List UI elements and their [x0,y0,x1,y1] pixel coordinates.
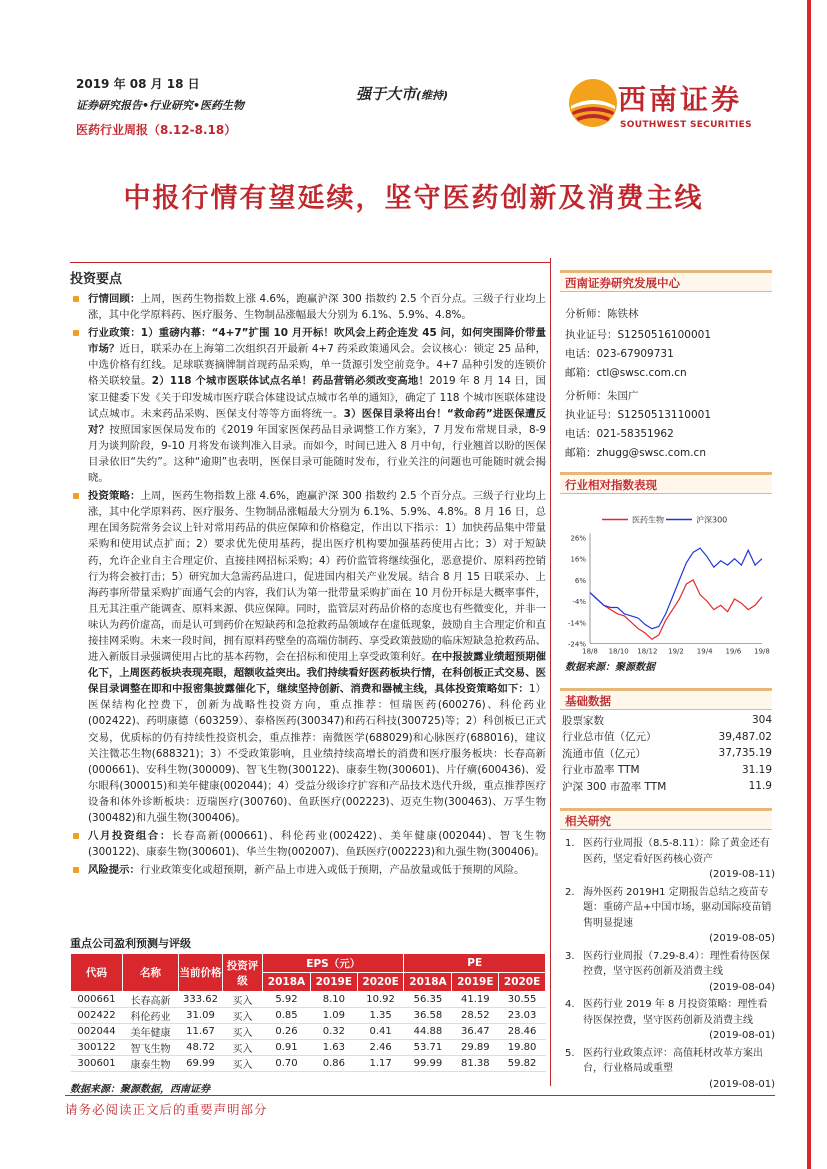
table-cell: 0.70 [263,1056,311,1072]
related-item-title: 医药行业 2019 年 8 月投资策略：理性看待医保控费，坚守医药创新及消费主线 [583,999,768,1026]
col-year: 2020E [357,973,404,992]
table-cell: 2.46 [357,1040,404,1056]
analyst-phone: 电话：023-67909731 [565,348,674,360]
related-item-number: 4. [565,999,575,1010]
table-cell: 0.32 [310,1024,357,1040]
table-cell: 19.80 [499,1040,546,1056]
relative-index-chart [558,495,772,680]
table-cell: 000661 [71,992,123,1008]
table-cell: 买入 [223,1040,263,1056]
section-heading: 投资要点 [70,272,123,287]
basic-data-label: 股票家数 [562,714,604,727]
analyst-name: 分析师：陈铁林 [565,308,639,320]
table-cell: 买入 [223,1024,263,1040]
table-cell: 56.35 [404,992,452,1008]
table-cell: 41.19 [452,992,499,1008]
related-item[interactable] [565,836,775,883]
forecast-table [70,953,546,1072]
table-cell: 美年健康 [123,1024,179,1040]
basic-data-heading: 基础数据 [560,688,772,710]
basic-data-value: 11.9 [748,780,772,793]
table-cell: 23.03 [499,1008,546,1024]
report-week: 医药行业周报（8.12-8.18） [76,123,237,137]
basic-data-row [562,778,772,795]
bullet-portfolio: 八月投资组合：长春高新(000661)、科伦药业(002422)、美年健康(002044)、智飞生物(300122)、康泰生物(300601)、华兰生物(002007)、鱼跃医疗(002223)和九强生物(300406)。 [70,828,546,860]
bullet-market-review: 行情回顾：上周，医药生物指数上涨 4.6%，跑赢沪深 300 指数约 2.5 个百分点。三级子行业均上涨，其中化学原料药、医疗服务、生物制品涨幅最大分别为 6.1%、5.9%、4.8%。 [70,291,546,323]
related-item[interactable] [565,949,775,996]
related-item-date: (2019-08-04) [709,981,775,993]
basic-data-label: 流通市值（亿元） [562,747,646,760]
footer-divider [65,1095,775,1096]
basic-data-value: 39,487.02 [718,730,772,743]
table-cell: 28.52 [452,1008,499,1024]
related-item-title: 医药行业周报（7.29-8.4）：理性看待医保控费，坚守医药创新及消费主线 [583,950,770,977]
table-row [71,1008,546,1024]
table-cell: 30.55 [499,992,546,1008]
y-tick-label: -14% [567,619,586,628]
x-tick-label: 18/10 [608,647,629,656]
related-item-date: (2019-08-11) [709,869,775,880]
x-tick-label: 18/8 [582,647,598,656]
table-cell: 002422 [71,1008,123,1024]
report-title: 中报行情有望延续，坚守医药创新及消费主线 [123,183,704,214]
table-row [71,992,546,1008]
table-cell: 31.09 [179,1008,223,1024]
col-name: 名称 [123,954,179,992]
legend-label: 医药生物 [632,515,664,525]
y-tick-label: 26% [570,534,586,543]
table-cell: 44.88 [404,1024,452,1040]
x-tick-label: 19/8 [754,647,770,656]
industry-rating: 强于大市(维持) [356,85,449,103]
col-price: 当前价格 [179,954,223,992]
col-year: 2018A [404,973,452,992]
related-item[interactable] [565,997,775,1044]
col-year: 2019E [310,973,357,992]
analyst-email: 邮箱：zhugg@swsc.com.cn [565,447,706,459]
basic-data-row [562,745,772,762]
table-cell: 53.71 [404,1040,452,1056]
chart-source: 数据来源：聚源数据 [565,662,655,673]
table-row [71,1040,546,1056]
related-item-title: 医药行业政策点评：高值耗材改革方案出台，行业格局或重塑 [583,1047,763,1074]
report-category: 证券研究报告•行业研究•医药生物 [76,99,245,112]
basic-data-value: 304 [751,714,772,727]
table-cell: 300601 [71,1056,123,1072]
related-item-date: (2019-08-01) [709,1078,775,1090]
related-item-date: (2019-08-01) [709,1030,775,1041]
bullet-risk: 风险提示：行业政策变化或超预期，新产品上市进入或低于预期，产品放量或低于预期的风险。 [70,862,546,878]
table-cell: 买入 [223,1008,263,1024]
table-cell: 0.26 [263,1024,311,1040]
table-cell: 8.10 [310,992,357,1008]
related-item-title: 海外医药 2019H1 定期报告总结之疫苗专题：重磅产品+中国市场，驱动国际疫苗销售明显提速 [583,886,772,929]
table-cell: 智飞生物 [123,1040,179,1056]
company-logo-icon [568,72,618,134]
table-cell: 002044 [71,1024,123,1040]
basic-data-value: 37,735.19 [718,747,772,760]
basic-data-row [562,712,772,729]
column-divider [550,258,551,1086]
table-cell: 0.41 [357,1024,404,1040]
col-year: 2020E [499,973,546,992]
table-cell: 康泰生物 [123,1056,179,1072]
bullet-policy: 行业政策：1）重磅内幕：“4+7”扩围 10 月开标！吹风会上药企连发 45 问，如何突围降价带量市场？近日，联采办在上海第二次组织召开最新 4+7 药采政策通风会。会议核心：锁定 25 品种，中选价格有红线。足球联赛摘牌制首现药品采购，单一货源引发空前竞争。4+7 品种引发的连锁价格关联较量。2）118 个城市医联体试点名单！药品营销必须改变高地！2019 年 8 月 14 日，国家卫健委下发《关于印发城市医疗联合体建设试点城市名单的通知》，确定了 118 个城市医联体建设试点城市。未来药品采购、医保支付等等方面将统一。3）医保目录将出台！“救命药”进医保遭反对？按照国家医保局发布的《2019 年国家医保药品目录调整工作方案》，7 月发布常规目录，8-9 月为谈判阶段，9-10 月将发布谈判准入目录。而如今，时间已进入 8 月中旬，行业翘首以盼的医保目录依旧“失约”。这种“逾期”也表明，医保目录可能随时发布，行业关注的问题也可能随时就会揭晓。 [70,325,546,486]
table-cell: 36.58 [404,1008,452,1024]
table-cell: 36.47 [452,1024,499,1040]
x-tick-label: 19/6 [725,647,742,656]
divider [70,262,550,263]
table-cell: 科伦药业 [123,1008,179,1024]
legend-label: 沪深300 [696,515,728,525]
report-date: 2019 年 08 月 18 日 [76,77,200,91]
col-year: 2018A [263,973,311,992]
table-cell: 69.99 [179,1056,223,1072]
table-source: 数据来源：聚源数据，西南证券 [70,1084,210,1095]
y-tick-label: -4% [572,598,586,607]
table-row [71,1024,546,1040]
col-rating: 投资评级 [223,954,263,992]
related-item-title: 医药行业周报（8.5-8.11）：除了黄金还有医药，坚定看好医药核心资产 [583,838,770,865]
table-cell: 59.82 [499,1056,546,1072]
y-tick-label: -24% [567,640,586,649]
col-pe: PE [404,954,546,973]
table-cell: 0.91 [263,1040,311,1056]
table-cell: 28.46 [499,1024,546,1040]
series-line [590,548,762,629]
table-cell: 1.35 [357,1008,404,1024]
research-center-heading: 西南证券研究发展中心 [560,270,772,292]
basic-data-label: 行业市盈率 TTM [562,764,640,777]
basic-data-row [562,762,772,779]
table-cell: 99.99 [404,1056,452,1072]
analyst-cert: 执业证号：S1250513110001 [565,409,712,421]
key-points [70,291,546,880]
col-year: 2019E [452,973,499,992]
related-item-date: (2019-08-05) [709,933,775,944]
table-cell: 1.09 [310,1008,357,1024]
analyst-name: 分析师：朱国广 [565,390,639,402]
table-cell: 81.38 [452,1056,499,1072]
bullet-strategy: 投资策略：上周，医药生物指数上涨 4.6%，跑赢沪深 300 指数约 2.5 个百分点。三级子行业均上涨，其中化学原料药、医疗服务、生物制品涨幅最大分别为 6.1%、5.9%、4.8%。8 月 16 日，总理在国务院常务会议上针对常用药品的供应保障和价格稳定，作出以下指示：1）加快药品集中带量采购和使用试点扩面；2）要求优先使用基药，提出医疗机构要加强基药使用占比；3）对于短缺药，允许企业自主合理定价、直接挂网招标采购；4）药价监管将继续强化，恶意提价、原料药控销行为将会被打击；5）研究加大急需药品进口，促进国内相关产业发展。结合 8 月 15 日联采办、上海药事所带量采购扩面通气会的内容，我们认为第一批带量采购扩面在 10 月份开标是大概率事件，且无其注重产能调查、原料来源、供应保障。同时，监管层对药品价格的态度也有些微变化，并非一味认为药价虚高，而是认可到药价在短缺药和急抢救药品领域存在虚低现象，鼓励自主合理定价和直接挂网采购。未来一段时间，拥有原料药壁垒的高端仿制药、享受政策鼓励的临床短缺急抢救药品、进入新版目录强调使用占比的基本药物，会在招标和使用上享受政策利好。在中报披露业绩超预期催化下，上周医药板块表现亮眼，超额收益突出。我们持续看好医药板块行情，在科创板正式交易、医保目录调整在即和中报密集披露催化下，继续坚持创新、消费和器械主线，具体投资策略如下：1）医保结构化控费下，创新为战略性投资方向，重点推荐：恒瑞医药(600276)、科伦药业(002422)、药明康德（603259）、泰格医药(300347)和药石科技(300725)等；2）科创板已正式交易，优质标的仍有持续性投资机会，重点推荐：南微医学(688029)和心脉医疗(688016)，建议关注微芯生物(688321)；3）不受政策影响，且业绩持续高增长的消费和医疗服务板块：长春高新(000661)、安科生物(300009)、智飞生物(300122)、康泰生物(300601)、片仔癀(600436)、爱尔眼科(300015)和美年健康(002044)；4）受益分级诊疗扩容和产品技术迭代升级，重点推荐医疗设备和体外诊断板块：迈瑞医疗(300760)、鱼跃医疗(002223)、迈克生物(300463)、万孚生物(300482)和九强生物(300406)。 [70,488,546,826]
related-item[interactable] [565,885,775,947]
rating-note: (维持) [416,89,449,102]
col-code: 代码 [71,954,123,992]
x-tick-label: 19/4 [696,647,713,656]
table-cell: 长春高新 [123,992,179,1008]
analyst-cert: 执业证号：S1250516100001 [565,329,712,341]
table-cell: 11.67 [179,1024,223,1040]
y-tick-label: 6% [574,576,586,585]
related-research-heading: 相关研究 [560,808,772,830]
col-eps: EPS（元） [263,954,404,973]
related-item-number: 5. [565,1047,575,1059]
basic-data-table [562,712,772,795]
related-item-number: 2. [565,886,575,898]
table-cell: 10.92 [357,992,404,1008]
table-cell: 29.89 [452,1040,499,1056]
table-cell: 0.86 [310,1056,357,1072]
logo-name-en: SOUTHWEST SECURITIES [620,120,752,130]
table-cell: 买入 [223,1056,263,1072]
table-cell: 1.17 [357,1056,404,1072]
table-row [71,1056,546,1072]
x-tick-label: 18/12 [637,647,658,656]
related-item-number: 1. [565,838,575,849]
table-cell: 5.92 [263,992,311,1008]
performance-heading: 行业相对指数表现 [560,472,772,494]
analyst-email: 邮箱：ctl@swsc.com.cn [565,367,687,379]
basic-data-row [562,729,772,746]
basic-data-value: 31.19 [741,763,772,776]
analyst-phone: 电话：021-58351962 [565,428,674,440]
x-tick-label: 19/2 [668,647,684,656]
disclaimer: 请务必阅读正文后的重要声明部分 [65,1102,268,1117]
related-research-list [565,836,775,1094]
logo-name-cn: 西南证券 [618,83,743,116]
basic-data-label: 行业总市值（亿元） [562,731,657,744]
related-item-number: 3. [565,950,575,962]
related-item[interactable] [565,1046,775,1093]
y-tick-label: 16% [570,555,586,564]
table-cell: 300122 [71,1040,123,1056]
table-title: 重点公司盈利预测与评级 [70,937,191,950]
table-cell: 48.72 [179,1040,223,1056]
table-cell: 买入 [223,992,263,1008]
table-cell: 0.85 [263,1008,311,1024]
basic-data-label: 沪深 300 市盈率 TTM [562,780,667,793]
table-cell: 333.62 [179,992,223,1008]
table-cell: 1.63 [310,1040,357,1056]
